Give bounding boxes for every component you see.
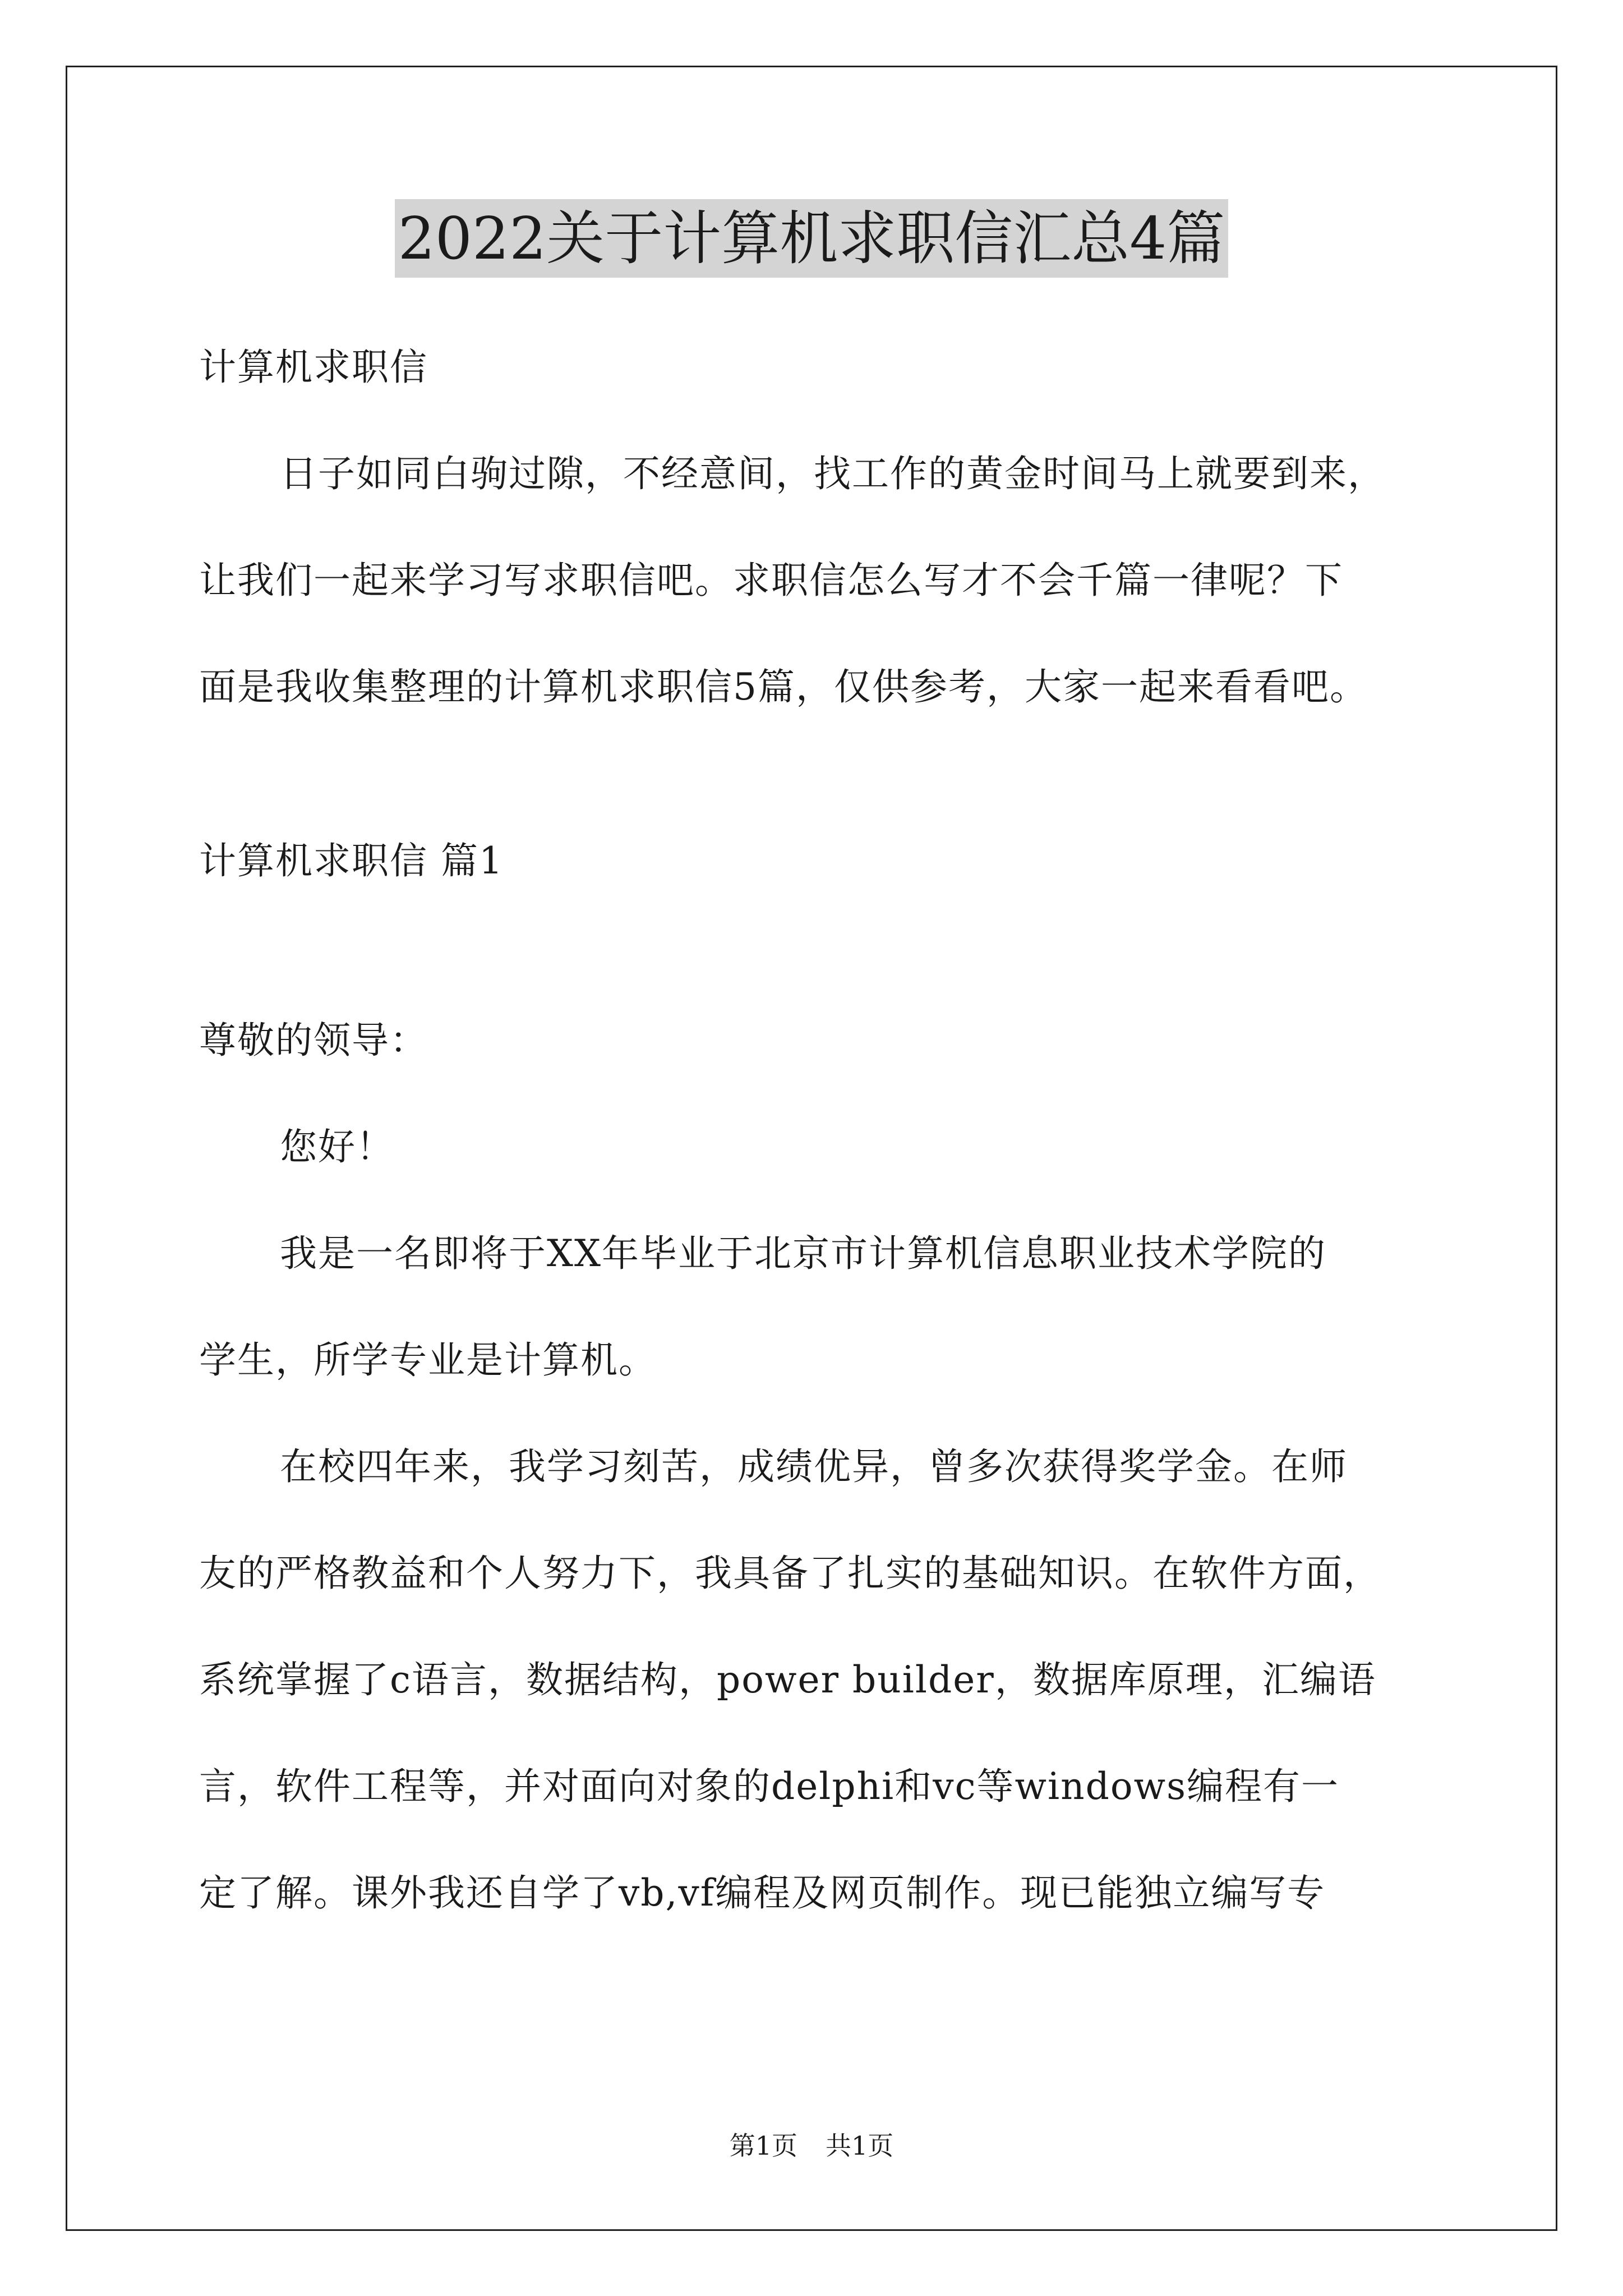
letter-heading: 计算机求职信 篇1 [199, 839, 504, 882]
paragraph-line: 系统掌握了c语言，数据结构，power builder，数据库原理，汇编语 [199, 1658, 1376, 1701]
salutation: 尊敬的领导： [199, 1019, 428, 1062]
intro-line: 日子如同白驹过隙，不经意间，找工作的黄金时间马上就要到来， [280, 452, 1386, 495]
title-container [0, 199, 1623, 278]
paragraph-line: 友的严格教益和个人努力下，我具备了扎实的基础知识。在软件方面， [199, 1552, 1381, 1595]
paragraph-line: 定了解。课外我还自学了vb,vf编程及网页制作。现已能独立编写专 [199, 1871, 1326, 1915]
page-number-total: 共1页 [826, 2131, 894, 2161]
spacer [199, 914, 1433, 987]
document-body [199, 314, 1433, 1947]
intro-line: 让我们一起来学习写求职信吧。求职信怎么写才不会千篇一律呢？下 [199, 559, 1343, 602]
paragraph-line: 在校四年来，我学习刻苦，成绩优异，曾多次获得奖学金。在师 [280, 1445, 1348, 1488]
spacer [199, 740, 1433, 808]
page-number-current: 第1页 [729, 2131, 797, 2161]
paragraph-line: 学生，所学专业是计算机。 [199, 1338, 657, 1382]
page-footer [0, 2129, 1623, 2162]
paragraph-line: 我是一名即将于XX年毕业于北京市计算机信息职业技术学院的 [280, 1232, 1326, 1275]
intro-line: 面是我收集整理的计算机求职信5篇，仅供参考，大家一起来看看吧。 [199, 665, 1368, 708]
document-title: 2022关于计算机求职信汇总4篇 [395, 199, 1229, 278]
greeting: 您好！ [280, 1125, 394, 1168]
paragraph-line: 言，软件工程等，并对面向对象的delphi和vc等windows编程有一 [199, 1765, 1339, 1808]
section-heading: 计算机求职信 [199, 346, 428, 389]
